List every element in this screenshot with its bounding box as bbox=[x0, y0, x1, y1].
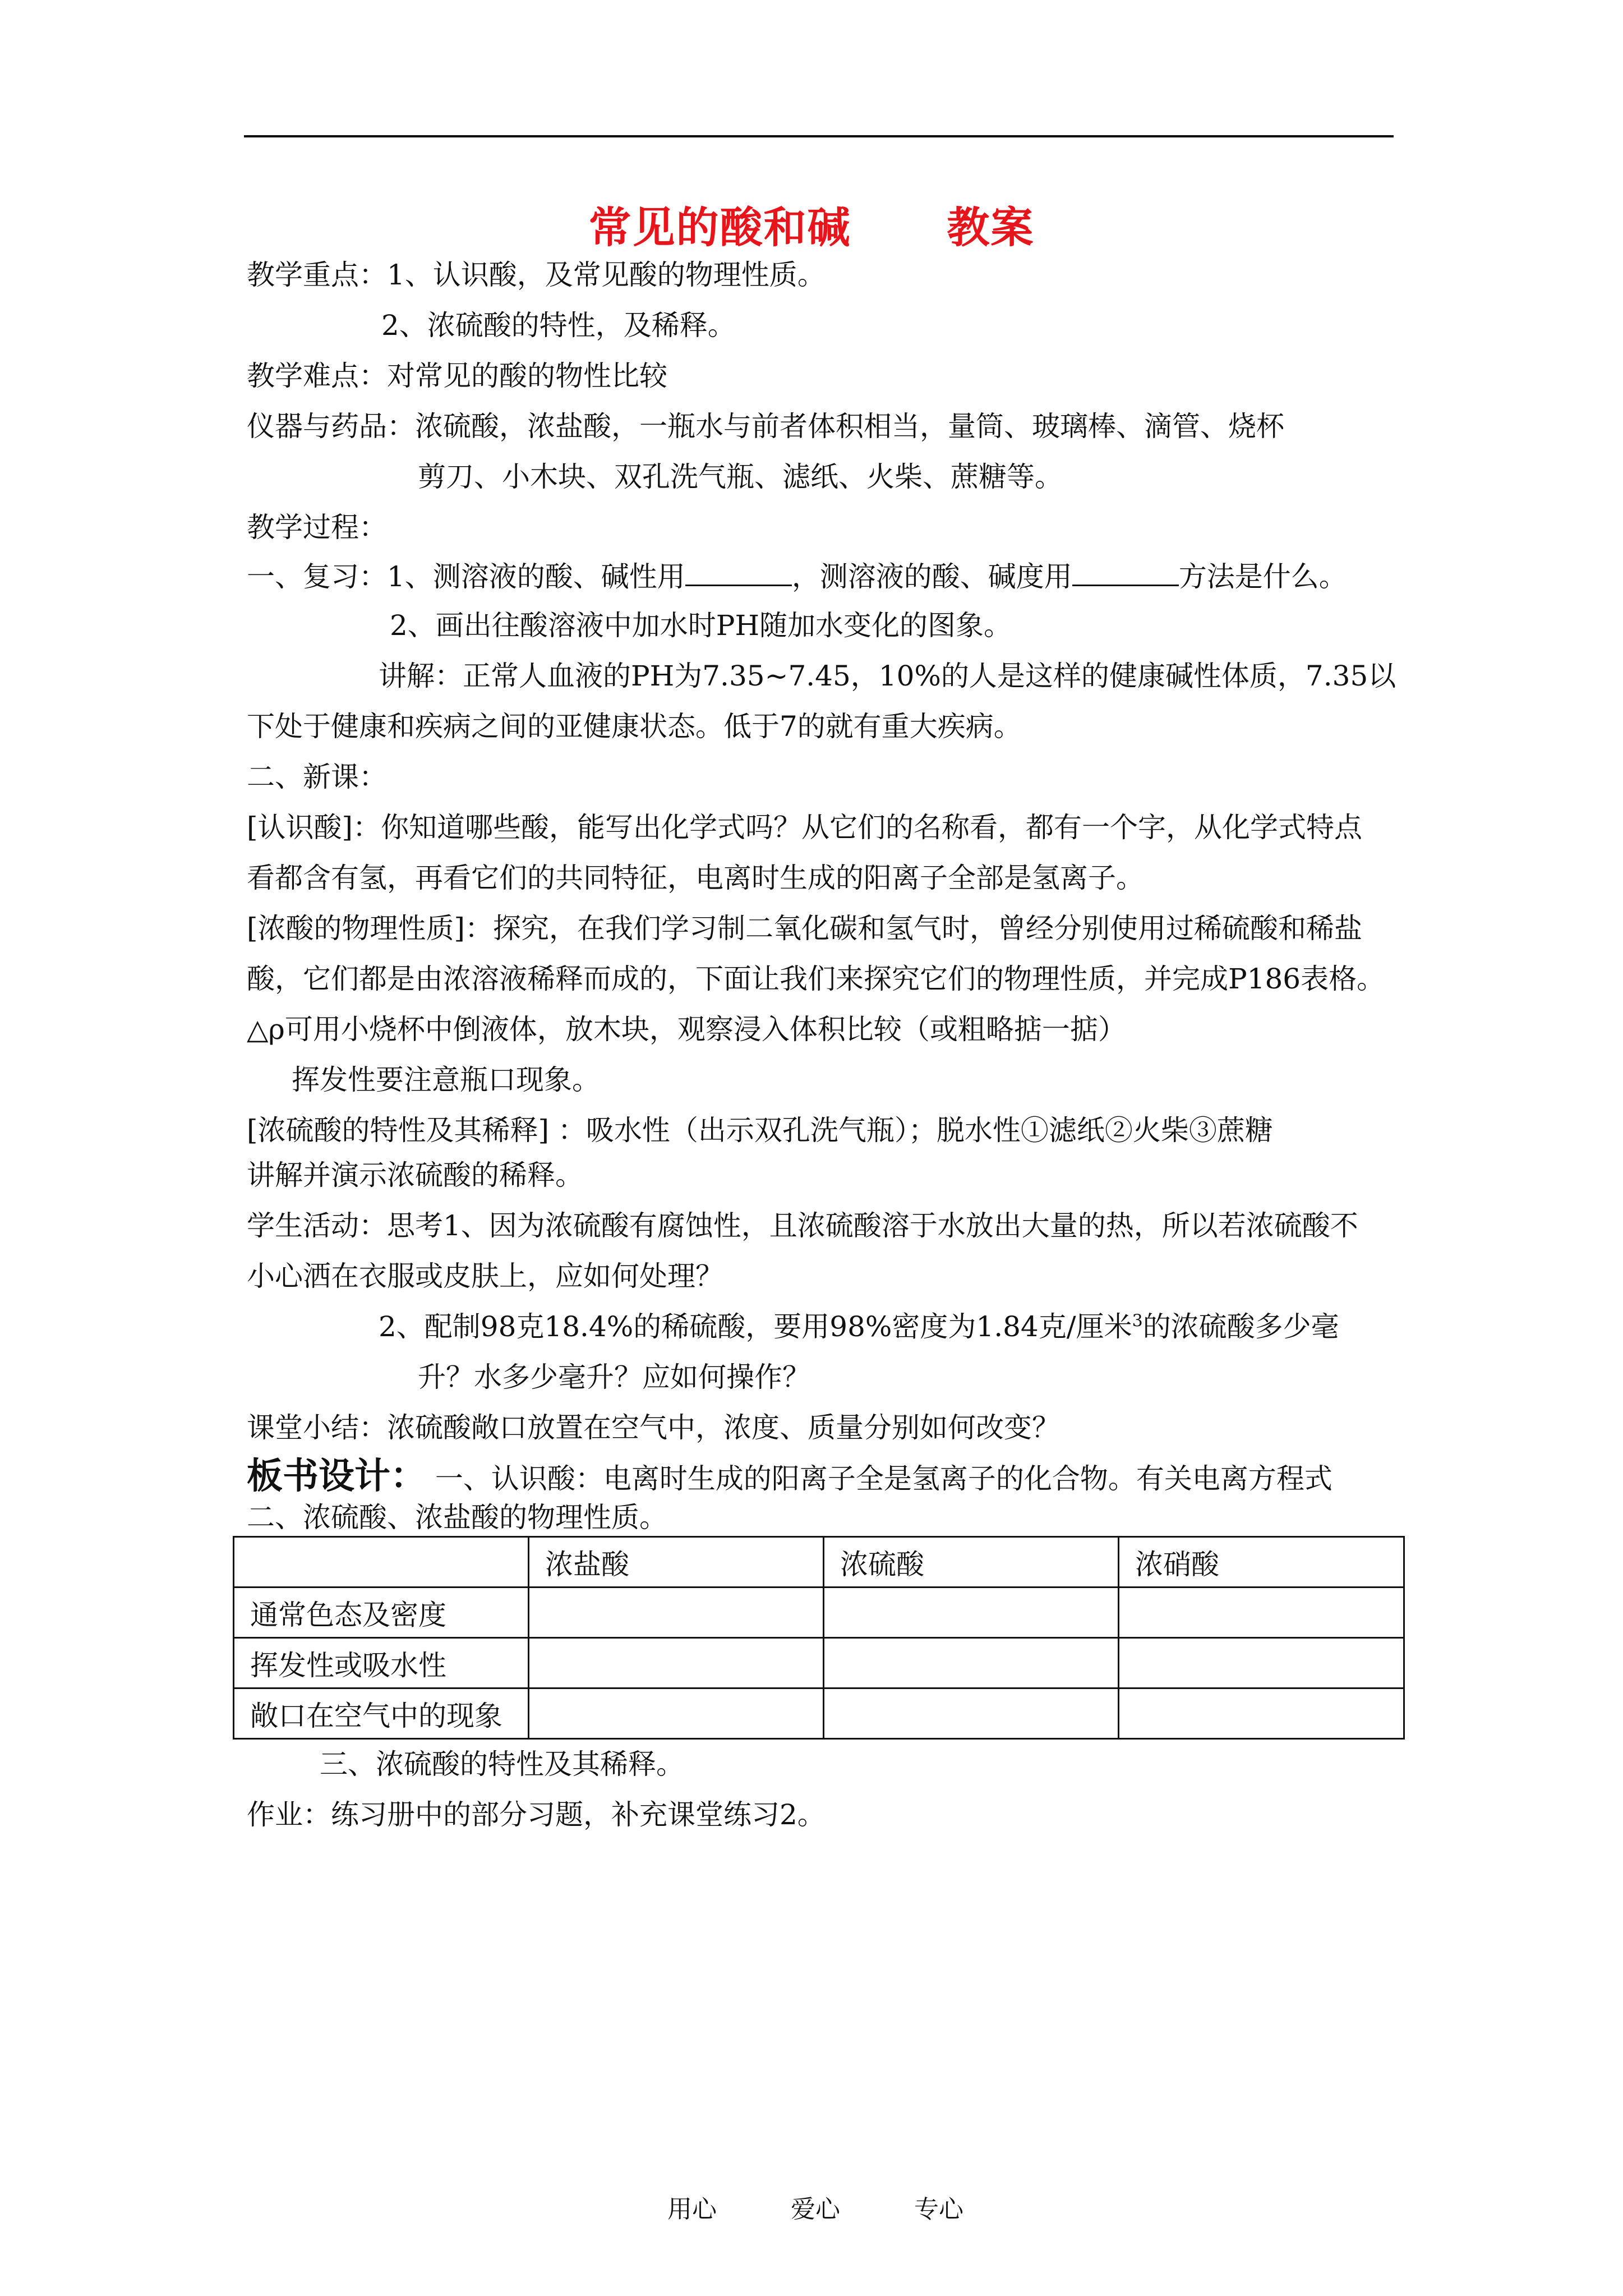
review-line-2: 2、画出往酸溶液中加水时PH随加水变化的图象。 bbox=[390, 609, 1012, 642]
sulfuric-line-1: [浓硫酸的特性及其稀释] ：吸水性（出示双孔洗气瓶）；脱水性①滤纸②火柴③蔗糖 bbox=[247, 1114, 1273, 1147]
table-cell bbox=[1119, 1588, 1404, 1638]
key-points-line-1: 教学重点：1、认识酸，及常见酸的物理性质。 bbox=[247, 259, 826, 291]
calc-line-1 bbox=[379, 1310, 1339, 1343]
new-lesson-heading: 二、新课： bbox=[247, 761, 387, 793]
superscript-3: 3 bbox=[1132, 1311, 1143, 1331]
table-cell bbox=[1119, 1688, 1404, 1739]
footer-word-2: 爱心 bbox=[791, 2195, 840, 2224]
acid-line-1: [认识酸]：你知道哪些酸，能写出化学式吗？从它们的名称看，都有一个字，从化学式特点 bbox=[247, 811, 1363, 844]
header-rule bbox=[244, 135, 1394, 137]
table-cell bbox=[824, 1588, 1119, 1638]
student-line-1: 学生活动：思考1、因为浓硫酸有腐蚀性，且浓硫酸溶于水放出大量的热，所以若浓硫酸不 bbox=[247, 1209, 1358, 1242]
explain-line-1: 讲解：正常人血液的PH为7.35~7.45，10%的人是这样的健康碱性体质，7.35以 bbox=[379, 660, 1396, 692]
footer-word-3: 专心 bbox=[914, 2195, 963, 2224]
table-cell bbox=[529, 1588, 824, 1638]
board-item-2: 二、浓硫酸、浓盐酸的物理性质。 bbox=[247, 1501, 667, 1534]
acid-line-2: 看都含有氢，再看它们的共同特征，电离时生成的阳离子全部是氢离子。 bbox=[247, 862, 1144, 894]
homework-line: 作业：练习册中的部分习题，补充课堂练习2。 bbox=[247, 1798, 826, 1831]
board-design-line bbox=[247, 1455, 1332, 1497]
explain-line-2: 下处于健康和疾病之间的亚健康状态。低于7的就有重大疾病。 bbox=[247, 710, 1022, 743]
phys-line-1: [浓酸的物理性质]：探究，在我们学习制二氧化碳和氢气时，曾经分别使用过稀硫酸和稀盐 bbox=[247, 912, 1363, 945]
table-header-row bbox=[234, 1537, 1404, 1588]
calc-text-a: 2、配制98克18.4%的稀硫酸，要用98%密度为1.84克/厘米 bbox=[379, 1310, 1132, 1343]
table-cell bbox=[1119, 1638, 1404, 1688]
board-item-3: 三、浓硫酸的特性及其稀释。 bbox=[320, 1748, 684, 1780]
materials-line-2: 剪刀、小木块、双孔洗气瓶、滤纸、火柴、蔗糖等。 bbox=[418, 461, 1063, 493]
row-label: 通常色态及密度 bbox=[234, 1588, 529, 1638]
header-cell: 浓硝酸 bbox=[1119, 1537, 1404, 1588]
footer-word-1: 用心 bbox=[667, 2195, 717, 2224]
blank-2 bbox=[1072, 561, 1179, 586]
row-label: 敞口在空气中的现象 bbox=[234, 1688, 529, 1739]
review-text-a: 一、复习：1、测溶液的酸、碱性用 bbox=[247, 560, 685, 593]
properties-table bbox=[233, 1536, 1405, 1740]
header-cell: 浓盐酸 bbox=[529, 1537, 824, 1588]
row-label: 挥发性或吸水性 bbox=[234, 1638, 529, 1688]
summary-line: 课堂小结：浓硫酸敞口放置在空气中，浓度、质量分别如何改变？ bbox=[247, 1411, 1060, 1444]
materials-line-1: 仪器与药品：浓硫酸，浓盐酸，一瓶水与前者体积相当，量筒、玻璃棒、滴管、烧杯 bbox=[247, 410, 1284, 443]
table-cell bbox=[529, 1638, 824, 1688]
review-text-c: 方法是什么。 bbox=[1178, 560, 1347, 593]
board-design-label: 板书设计： bbox=[247, 1455, 426, 1497]
difficulty-line: 教学难点：对常见的酸的物性比较 bbox=[247, 360, 667, 392]
review-line-1 bbox=[247, 561, 1347, 591]
table-row bbox=[234, 1688, 1404, 1739]
table-cell bbox=[529, 1688, 824, 1739]
table-row bbox=[234, 1588, 1404, 1638]
page-title: 常见的酸和碱 教案 bbox=[588, 203, 1035, 252]
phys-line-2: 酸，它们都是由浓溶液稀释而成的，下面让我们来探究它们的物理性质，并完成P186表格。 bbox=[247, 963, 1385, 995]
table-row bbox=[234, 1638, 1404, 1688]
phys-line-3: △ρ可用小烧杯中倒液体，放木块，观察浸入体积比较（或粗略掂一掂） bbox=[247, 1013, 1126, 1046]
review-text-b: ，测溶液的酸、碱度用 bbox=[791, 560, 1072, 593]
blank-1 bbox=[685, 561, 792, 586]
calc-line-2: 升？水多少毫升？应如何操作？ bbox=[418, 1361, 810, 1393]
student-line-2: 小心洒在衣服或皮肤上，应如何处理？ bbox=[247, 1260, 723, 1292]
board-item-1: 一、认识酸：电离时生成的阳离子全是氢离子的化合物。有关电离方程式 bbox=[426, 1462, 1332, 1495]
table-cell bbox=[824, 1688, 1119, 1739]
phys-line-4: 挥发性要注意瓶口现象。 bbox=[292, 1064, 600, 1096]
sulfuric-line-2: 讲解并演示浓硫酸的稀释。 bbox=[247, 1159, 583, 1191]
process-heading: 教学过程： bbox=[247, 511, 387, 544]
header-cell bbox=[234, 1537, 529, 1588]
key-points-line-2: 2、浓硫酸的特性，及稀释。 bbox=[381, 309, 736, 342]
header-cell: 浓硫酸 bbox=[824, 1537, 1119, 1588]
table-cell bbox=[824, 1638, 1119, 1688]
calc-text-b: 的浓硫酸多少毫 bbox=[1142, 1310, 1339, 1343]
